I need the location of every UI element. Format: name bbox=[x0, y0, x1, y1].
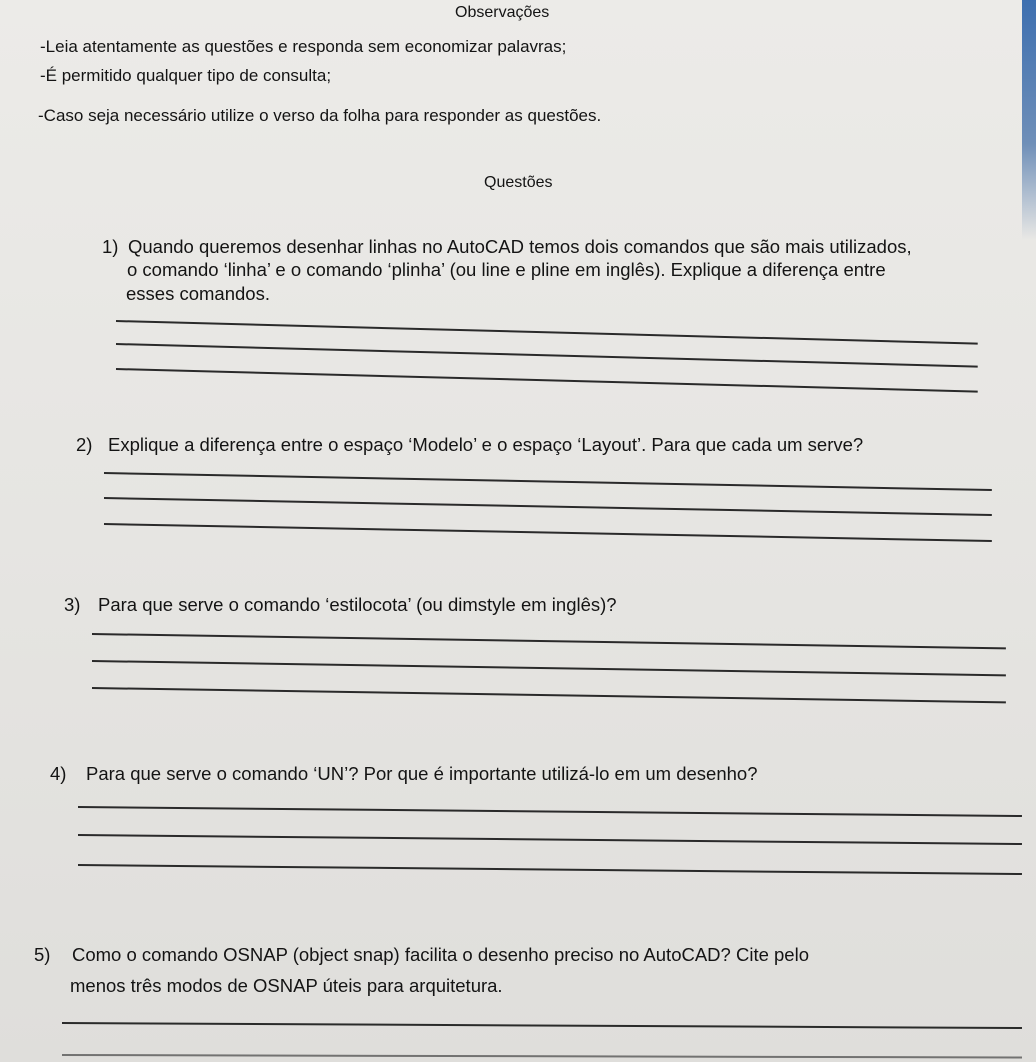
question-1-number: 1) bbox=[102, 236, 119, 257]
questions-title: Questões bbox=[484, 174, 553, 191]
answer-line bbox=[116, 368, 978, 393]
question-3-number: 3) bbox=[64, 594, 81, 615]
question-1-line-2: o comando ‘linha’ e o comando ‘plinha’ (ou line e pline em inglês). Explique a diferença entre bbox=[127, 259, 886, 280]
question-3-line-1: Para que serve o comando ‘estilocota’ (ou dimstyle em inglês)? bbox=[98, 594, 617, 615]
page-edge bbox=[1022, 0, 1036, 240]
answer-line bbox=[78, 806, 1022, 817]
observations-title: Observações bbox=[455, 4, 550, 21]
answer-line bbox=[62, 1054, 1022, 1059]
answer-line bbox=[104, 497, 992, 516]
answer-line bbox=[78, 834, 1022, 845]
answer-line bbox=[104, 523, 992, 542]
answer-line bbox=[78, 864, 1022, 875]
answer-line bbox=[92, 633, 1006, 649]
question-5-line-1: Como o comando OSNAP (object snap) facilita o desenho preciso no AutoCAD? Cite pelo bbox=[72, 944, 809, 965]
question-1-line-3: esses comandos. bbox=[126, 283, 270, 304]
question-2-line-1: Explique a diferença entre o espaço ‘Modelo’ e o espaço ‘Layout’. Para que cada um serve? bbox=[108, 434, 864, 455]
note-2: -É permitido qualquer tipo de consulta; bbox=[40, 66, 332, 85]
note-1: -Leia atentamente as questões e responda sem economizar palavras; bbox=[40, 37, 567, 56]
answer-line bbox=[104, 472, 992, 491]
answer-line bbox=[62, 1022, 1022, 1029]
note-3: -Caso seja necessário utilize o verso da folha para responder as questões. bbox=[38, 106, 602, 125]
question-5-number: 5) bbox=[34, 944, 51, 965]
question-4-number: 4) bbox=[50, 763, 67, 784]
question-4-line-1: Para que serve o comando ‘UN’? Por que é importante utilizá-lo em um desenho? bbox=[86, 763, 758, 784]
answer-line bbox=[116, 343, 978, 368]
answer-line bbox=[92, 660, 1006, 676]
answer-line bbox=[116, 320, 978, 345]
question-5-line-2: menos três modos de OSNAP úteis para arquitetura. bbox=[70, 975, 503, 996]
question-2-number: 2) bbox=[76, 434, 93, 455]
answer-line bbox=[92, 687, 1006, 703]
question-1-line-1: Quando queremos desenhar linhas no AutoCAD temos dois comandos que são mais utilizados, bbox=[128, 236, 912, 257]
